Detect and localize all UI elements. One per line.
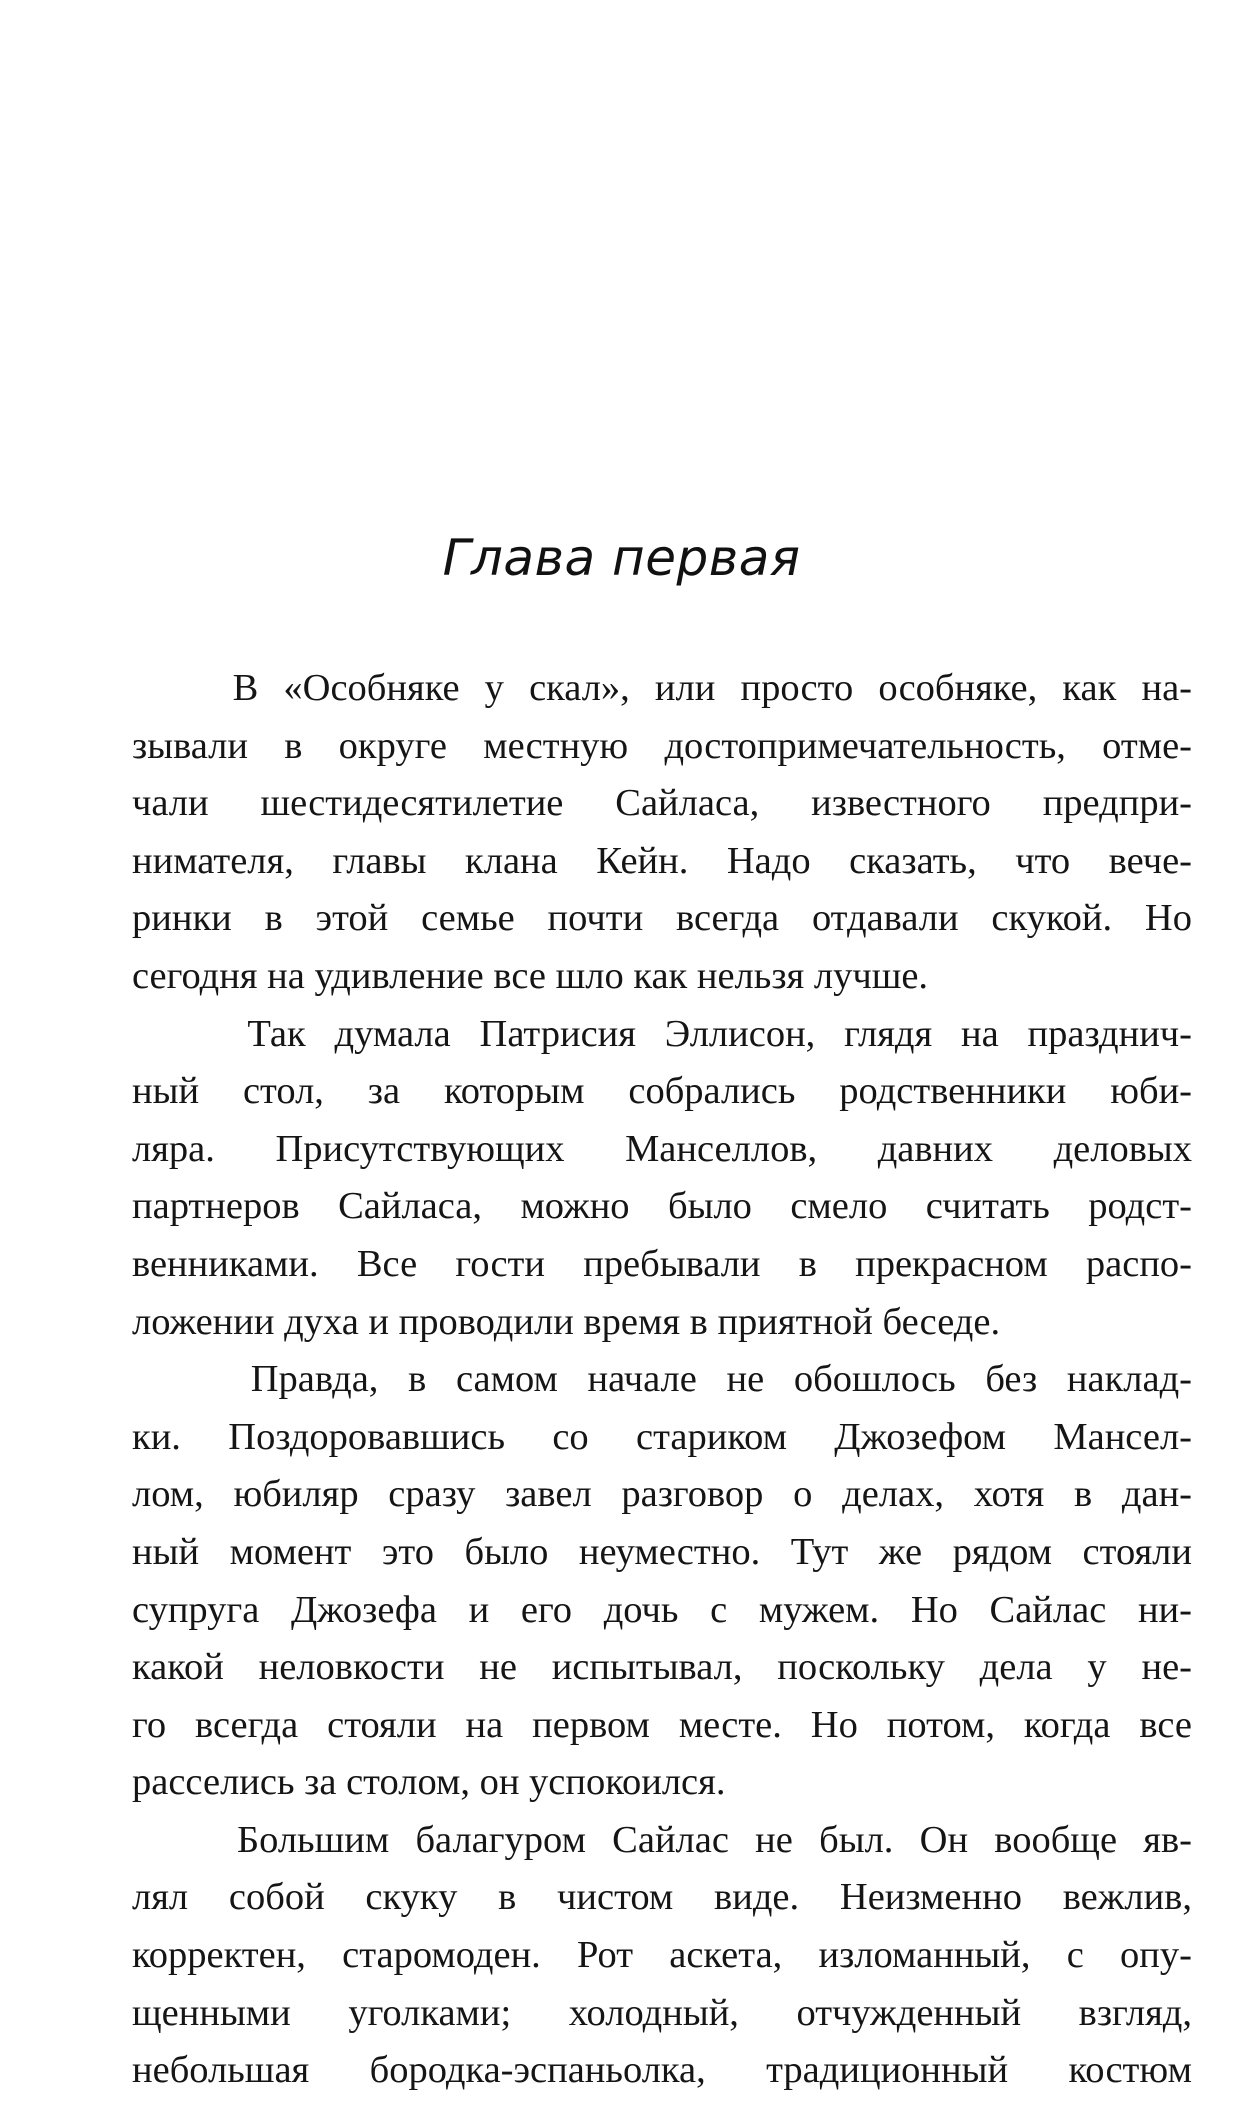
text-line: ки. Поздоровавшись со стариком Джозефом Мансел- xyxy=(132,1415,1192,1458)
text-line: супруга Джозефа и его дочь с мужем. Но Сайлас ни- xyxy=(132,1588,1192,1631)
paragraph xyxy=(132,1351,1192,1812)
text-line: Большим балагуром Сайлас не был. Он вообще яв- xyxy=(132,1818,1192,1861)
text-line: нимателя, главы клана Кейн. Надо сказать, что вече- xyxy=(132,839,1192,882)
text-line: Правда, в самом начале не обошлось без наклад- xyxy=(132,1358,1192,1401)
text-line: Так думала Патрисия Эллисон, глядя на празднич- xyxy=(132,1012,1192,1055)
text-line: какой неловкости не испытывал, поскольку дела у не- xyxy=(132,1646,1192,1689)
chapter-body-text xyxy=(132,660,1192,2100)
text-line: щенными уголками; холодный, отчужденный взгляд, xyxy=(132,1991,1192,2034)
text-line: чали шестидесятилетие Сайласа, известного предпри- xyxy=(132,782,1192,825)
text-line: зывали в округе местную достопримечательность, отме- xyxy=(132,724,1192,767)
paragraph xyxy=(132,1812,1192,2100)
chapter-title: Глава первая xyxy=(442,529,801,587)
text-line: корректен, старомоден. Рот аскета, изломанный, с опу- xyxy=(132,1934,1192,1977)
text-line: ный стол, за которым собрались родственники юби- xyxy=(132,1070,1192,1113)
text-line: венниками. Все гости пребывали в прекрасном распо- xyxy=(132,1242,1192,1285)
text-line: сегодня на удивление все шло как нельзя лучше. xyxy=(132,954,929,997)
text-line: партнеров Сайласа, можно было смело считать родст- xyxy=(132,1185,1192,1228)
text-line: ляра. Присутствующих Манселлов, давних деловых xyxy=(132,1127,1192,1170)
text-line: ринки в этой семье почти всегда отдавали скукой. Но xyxy=(132,897,1192,940)
paragraph xyxy=(132,1006,1192,1352)
text-line: небольшая бородка-эспаньолка, традиционный костюм xyxy=(132,2049,1192,2092)
text-line: расселись за столом, он успокоился. xyxy=(132,1761,726,1804)
text-line: лом, юбиляр сразу завел разговор о делах, хотя в дан- xyxy=(132,1473,1192,1516)
text-line: В «Особняке у скал», или просто особняке, как на- xyxy=(132,667,1192,709)
paragraph xyxy=(132,660,1192,1006)
text-line: лял собой скуку в чистом виде. Неизменно вежлив, xyxy=(132,1876,1192,1919)
text-line: ный момент это было неуместно. Тут же рядом стояли xyxy=(132,1530,1192,1573)
text-line: го всегда стояли на первом месте. Но потом, когда все xyxy=(132,1703,1192,1746)
text-line: ложении духа и проводили время в приятной беседе. xyxy=(132,1300,1001,1343)
